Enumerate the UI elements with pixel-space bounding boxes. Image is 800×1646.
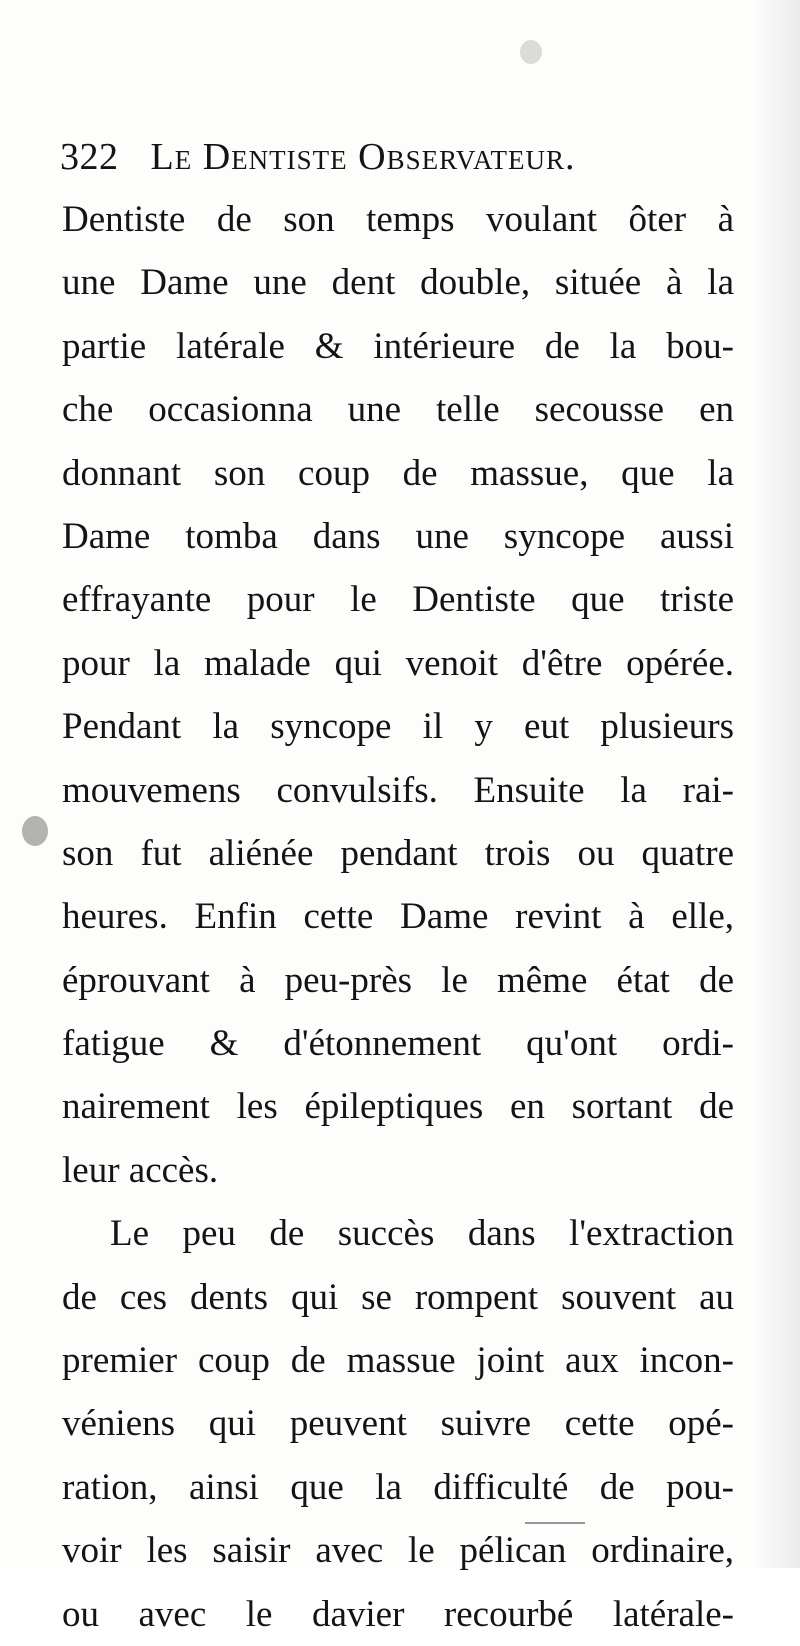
page-number: 322: [60, 136, 119, 178]
text-line: une Dame une dent double, située à la: [62, 262, 734, 304]
text-line: pour la malade qui venoit d'être opérée.: [62, 642, 734, 684]
text-line: mouvemens convulsifs. Ensuite la rai-: [62, 769, 734, 811]
text-line: éprouvant à peu-près le même état de: [62, 959, 734, 1001]
text-line: premier coup de massue joint aux incon-: [62, 1340, 734, 1382]
text-line: ration, ainsi que la difficulté de pou-: [62, 1466, 734, 1508]
page-edge-shadow: [754, 0, 800, 1568]
ink-speck: [520, 40, 542, 64]
text-line: son fut aliénée pendant trois ou quatre: [62, 832, 734, 874]
ink-speck: [22, 816, 48, 846]
text-line: heures. Enfin cette Dame revint à elle,: [62, 896, 734, 938]
text-line: voir les saisir avec le pélican ordinaire,: [62, 1530, 734, 1572]
text-line: partie latérale & intérieure de la bou-: [62, 325, 734, 367]
body-text: [62, 188, 734, 1646]
running-header: [60, 132, 740, 182]
text-line: Dame tomba dans une syncope aussi: [62, 515, 734, 557]
text-line: Pendant la syncope il y eut plusieurs: [62, 706, 734, 748]
running-title: Le Dentiste Observateur.: [150, 136, 576, 178]
text-line: véniens qui peuvent suivre cette opé-: [62, 1403, 734, 1445]
text-line: de ces dents qui se rompent souvent au: [62, 1276, 734, 1318]
paragraph: [62, 188, 734, 1202]
text-line: nairement les épileptiques en sortant de: [62, 1086, 734, 1128]
text-line: effrayante pour le Dentiste que triste: [62, 579, 734, 621]
text-line: donnant son coup de massue, que la: [62, 452, 734, 494]
paragraph: [62, 1202, 734, 1646]
text-line: che occasionna une telle secousse en: [62, 389, 734, 431]
text-line: Dentiste de son temps voulant ôter à: [62, 199, 734, 240]
text-line: Le peu de succès dans l'extraction: [110, 1213, 734, 1255]
text-line: ou avec le davier recourbé latérale-: [62, 1593, 734, 1635]
text-line: fatigue & d'étonnement qu'ont ordi-: [62, 1023, 734, 1065]
text-line: leur accès.: [62, 1149, 219, 1191]
